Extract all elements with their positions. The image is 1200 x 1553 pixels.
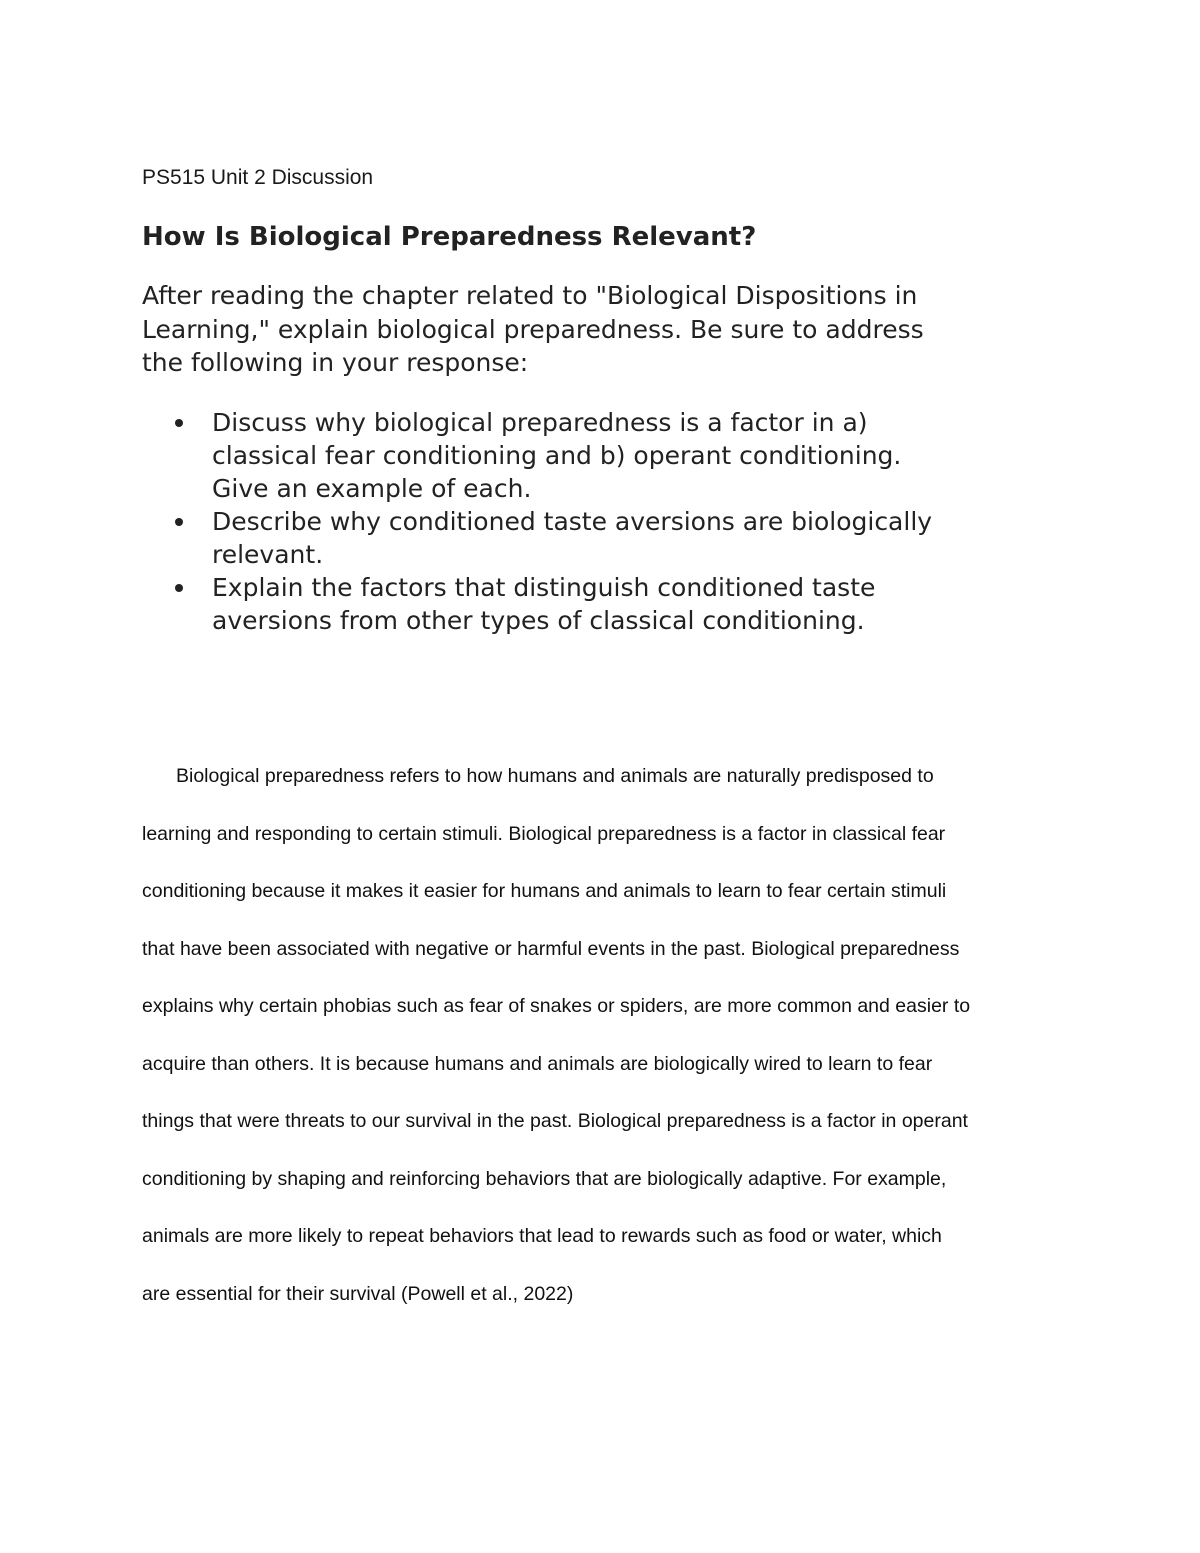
prompt-bullet-line: Describe why conditioned taste aversions are biologically bbox=[212, 507, 933, 536]
response-line: animals are more likely to repeat behaviors that lead to rewards such as food or water, which bbox=[142, 1225, 942, 1247]
prompt-title: How Is Biological Preparedness Relevant? bbox=[142, 222, 757, 252]
response-line: explains why certain phobias such as fear of snakes or spiders, are more common and easier to bbox=[142, 995, 971, 1017]
prompt-bullet-line: Discuss why biological preparedness is a factor in a) bbox=[212, 408, 868, 437]
response-line: conditioning by shaping and reinforcing behaviors that are biologically adaptive. For example, bbox=[142, 1167, 947, 1190]
prompt-bullet-list bbox=[142, 406, 1072, 637]
response-line: acquire than others. It is because humans and animals are biologically wired to learn to fear bbox=[142, 1052, 933, 1075]
prompt-bullet-line: aversions from other types of classical conditioning. bbox=[212, 606, 865, 635]
prompt-intro-line: After reading the chapter related to "Biological Dispositions in bbox=[142, 281, 918, 310]
prompt-bullet-item bbox=[142, 571, 1072, 637]
prompt-bullet-item bbox=[142, 505, 1072, 571]
bullet-dot-icon bbox=[175, 584, 183, 592]
prompt-intro-line: the following in your response: bbox=[142, 348, 529, 377]
response-paragraph bbox=[142, 748, 1072, 1323]
prompt-intro bbox=[142, 279, 1072, 380]
response-line: things that were threats to our survival in the past. Biological preparedness is a factor in operant bbox=[142, 1110, 968, 1132]
response-line: conditioning because it makes it easier for humans and animals to learn to fear certain stimuli bbox=[142, 880, 947, 902]
prompt-intro-line: Learning," explain biological preparedness. Be sure to address bbox=[142, 314, 924, 344]
bullet-dot-icon bbox=[175, 419, 183, 427]
response-line: that have been associated with negative or harmful events in the past. Biological preparedness bbox=[142, 937, 960, 960]
prompt-bullet-line: classical fear conditioning and b) operant conditioning. bbox=[212, 441, 902, 470]
response-line: learning and responding to certain stimuli. Biological preparedness is a factor in classical fear bbox=[142, 822, 946, 845]
response-line: Biological preparedness refers to how humans and animals are naturally predisposed to bbox=[176, 765, 934, 787]
response-line: are essential for their survival (Powell et al., 2022) bbox=[142, 1282, 574, 1305]
prompt-bullet-line: relevant. bbox=[212, 540, 324, 569]
prompt-bullet-item bbox=[142, 406, 1072, 505]
prompt-bullet-line: Give an example of each. bbox=[212, 474, 532, 503]
prompt-bullet-line: Explain the factors that distinguish conditioned taste bbox=[212, 573, 876, 602]
course-heading: PS515 Unit 2 Discussion bbox=[142, 166, 374, 189]
bullet-dot-icon bbox=[175, 518, 183, 526]
